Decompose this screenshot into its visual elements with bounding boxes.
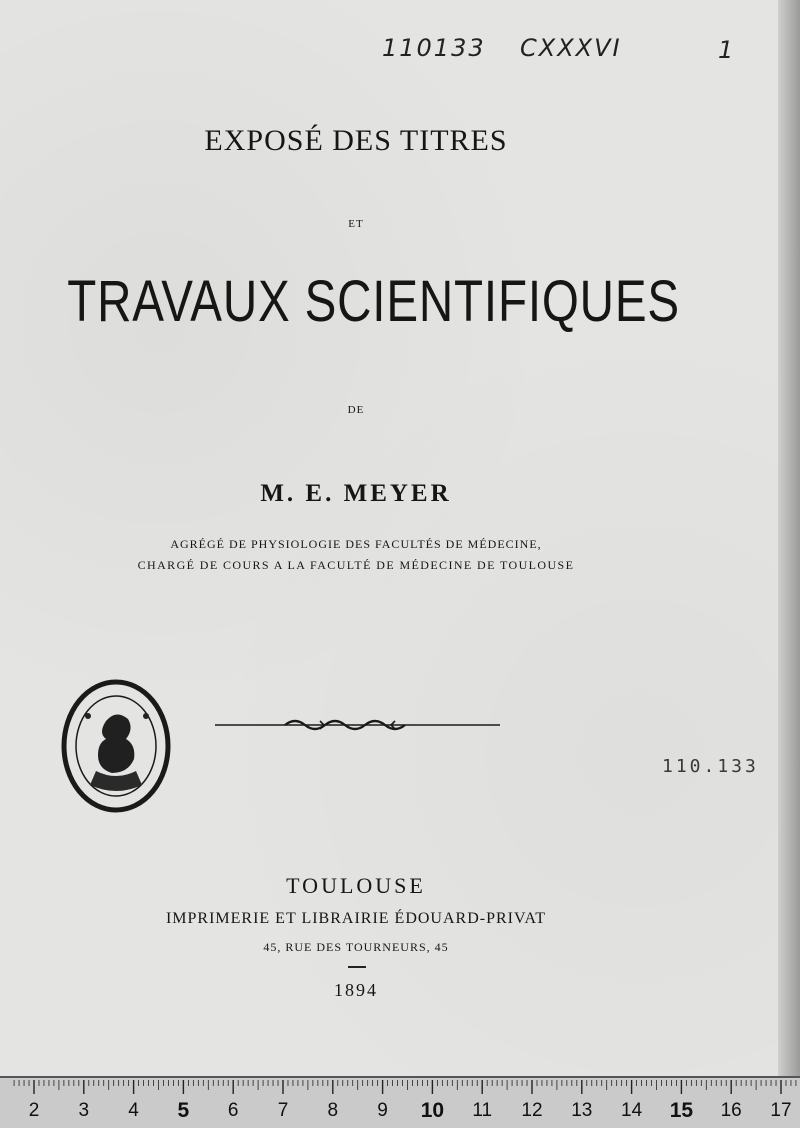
title-connector: ET xyxy=(348,218,364,230)
ruler-label: 14 xyxy=(621,1100,643,1121)
main-title xyxy=(0,268,712,335)
ruler-label: 7 xyxy=(277,1100,289,1121)
measuring-ruler xyxy=(0,1076,800,1128)
inventory-number: 110.133 xyxy=(662,756,759,777)
ruler-label: 2 xyxy=(28,1100,40,1121)
page-edge-shadow xyxy=(778,0,800,1076)
title-line-1: EXPOSÉ DES TITRES xyxy=(204,124,508,157)
title-by: DE xyxy=(347,404,365,416)
imprint-city: TOULOUSE xyxy=(286,873,426,898)
ornamental-rule xyxy=(215,715,500,735)
library-stamp xyxy=(58,676,176,816)
author-name: M. E. MEYER xyxy=(260,480,452,507)
ruler-label: 10 xyxy=(420,1099,445,1122)
ruler-label: 13 xyxy=(571,1100,593,1121)
ruler-label: 9 xyxy=(377,1100,388,1121)
imprint-publisher: IMPRIMERIE ET LIBRAIRIE ÉDOUARD-PRIVAT xyxy=(165,910,547,927)
imprint-divider xyxy=(348,966,366,968)
handwritten-roman-numeral: CXXXVI xyxy=(520,34,622,62)
ruler-label: 8 xyxy=(327,1100,339,1121)
imprint-address: 45, RUE DES TOURNEURS, 45 xyxy=(263,940,449,954)
ruler-label: 12 xyxy=(521,1100,543,1121)
ruler-label: 16 xyxy=(720,1100,742,1121)
imprint-year: 1894 xyxy=(334,980,378,1000)
ruler-label: 15 xyxy=(669,1099,694,1122)
main-title-text: TRAVAUX SCIENTIFIQUES xyxy=(67,269,680,334)
ruler-label: 6 xyxy=(227,1100,239,1121)
ruler-label: 11 xyxy=(472,1100,493,1121)
ruler-label: 4 xyxy=(128,1100,139,1121)
ruler-label: 17 xyxy=(770,1100,792,1121)
ruler-label: 5 xyxy=(177,1099,190,1122)
author-role-2: CHARGÉ DE COURS A LA FACULTÉ DE MÉDECINE DE TOULOUSE xyxy=(137,558,575,572)
handwritten-page-number: 1 xyxy=(718,36,736,64)
author-role-1: AGRÉGÉ DE PHYSIOLOGIE DES FACULTÉS DE MÉDECINE, xyxy=(170,537,542,551)
ruler-label: 3 xyxy=(78,1100,90,1121)
handwritten-number: 110133 xyxy=(382,34,486,62)
